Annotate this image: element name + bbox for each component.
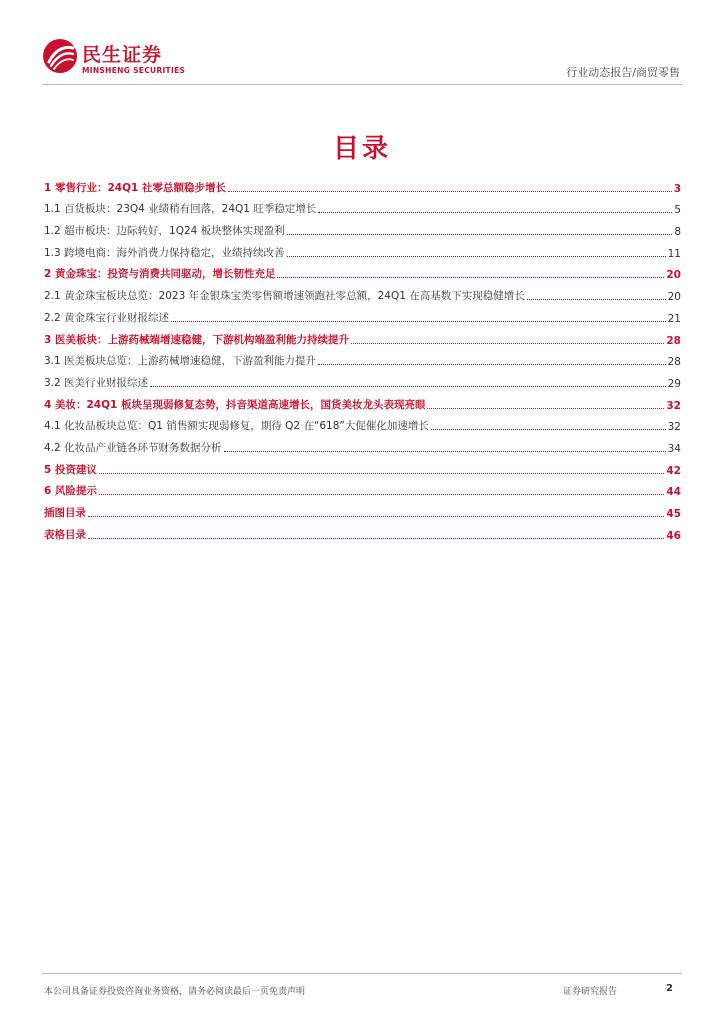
toc-entry[interactable] [44, 173, 681, 195]
toc-entry-text: 3.2 医美行业财报综述 [44, 376, 149, 389]
toc-entry-page: 28 [667, 356, 681, 369]
toc-entry[interactable] [44, 477, 681, 499]
toc-dot-leader [351, 343, 664, 344]
toc-dot-leader [287, 234, 673, 235]
logo-chinese-name: 民生证券 [82, 44, 163, 66]
toc-entry-page: 42 [666, 464, 681, 477]
toc-entry-text: 2.1 黄金珠宝板块总览：2023 年金银珠宝类零售额增速领跑社零总额，24Q1 在高基数下实现稳健增长 [44, 290, 525, 303]
toc-entry-text: 1.3 跨境电商：海外消费力保持稳定，业绩持续改善 [44, 246, 285, 259]
toc-entry-page: 11 [667, 247, 681, 260]
toc-entry-page: 8 [674, 226, 681, 239]
toc-dot-leader [228, 191, 672, 192]
toc-dot-leader [224, 451, 666, 452]
toc-dot-leader [318, 212, 672, 213]
toc-entry-text: 2 黄金珠宝：投资与消费共同驱动，增长韧性充足 [44, 268, 276, 281]
page-header [42, 38, 682, 84]
toc-entry[interactable] [44, 368, 681, 390]
toc-dot-leader [287, 256, 666, 257]
toc-entry[interactable] [44, 412, 681, 434]
toc-dot-leader [99, 473, 664, 474]
toc-dot-leader [150, 386, 666, 387]
toc-entry-page: 45 [666, 508, 681, 520]
toc-dot-leader [431, 429, 666, 430]
toc-entry-text: 1 零售行业：24Q1 社零总额稳步增长 [44, 181, 226, 194]
minsheng-logo-icon [42, 38, 78, 74]
toc-dot-leader [277, 277, 664, 278]
toc-entry-page: 21 [667, 312, 681, 325]
toc-entry[interactable] [44, 281, 681, 303]
toc-entry[interactable] [44, 520, 681, 542]
toc-entry[interactable] [44, 260, 681, 282]
header-divider [42, 84, 682, 85]
toc-entry-text: 4.1 化妆品板块总览：Q1 销售额实现弱修复，期待 Q2 在“618”大促催化加速增长 [44, 420, 429, 433]
toc-entry[interactable] [44, 498, 681, 520]
toc-entry-text: 4.2 化妆品产业链各环节财务数据分析 [44, 441, 222, 454]
toc-entry-page: 28 [666, 334, 681, 347]
report-type-label: 行业动态报告/商贸零售 [566, 66, 680, 79]
toc-entry-text: 表格目录 [44, 528, 86, 541]
toc-entry[interactable] [44, 347, 681, 369]
page-number: 2 [666, 983, 673, 994]
toc-entry-page: 20 [666, 269, 681, 282]
toc-entry[interactable] [44, 238, 681, 260]
toc-dot-leader [318, 364, 666, 365]
toc-entry-page: 20 [667, 291, 681, 304]
toc-dot-leader [171, 321, 666, 322]
toc-dot-leader [527, 299, 666, 300]
toc-entry[interactable] [44, 455, 681, 477]
logo-english-name: MINSHENG SECURITIES [82, 66, 186, 75]
footer-disclaimer: 本公司具备证券投资咨询业务资格，请务必阅读最后一页免责声明 [44, 987, 306, 997]
table-of-contents [44, 173, 681, 542]
toc-entry-text: 5 投资建议 [44, 463, 97, 476]
toc-entry[interactable] [44, 390, 681, 412]
toc-entry-page: 32 [666, 399, 681, 412]
toc-entry-text: 2.2 黄金珠宝行业财报综述 [44, 311, 170, 324]
toc-entry-page: 46 [666, 529, 681, 542]
footer-report-label: 证券研究报告 [563, 987, 618, 997]
toc-entry-text: 3 医美板块：上游药械端增速稳健，下游机构端盈利能力持续提升 [44, 333, 349, 346]
toc-entry-text: 6 风险提示 [44, 485, 97, 498]
toc-entry[interactable] [44, 216, 681, 238]
toc-entry[interactable] [44, 195, 681, 217]
toc-entry-text: 插图目录 [44, 507, 86, 519]
toc-dot-leader [88, 538, 664, 539]
toc-entry-page: 32 [667, 421, 681, 434]
toc-entry-text: 3.1 医美板块总览：上游药械增速稳健，下游盈利能力提升 [44, 355, 317, 368]
toc-entry[interactable] [44, 325, 681, 347]
toc-entry[interactable] [44, 303, 681, 325]
toc-entry-text: 4 美妆：24Q1 板块呈现弱修复态势，抖音渠道高速增长，国货美妆龙头表现亮眼 [44, 398, 426, 411]
footer-divider [42, 973, 682, 974]
toc-entry-page: 44 [666, 486, 681, 499]
toc-dot-leader [88, 516, 664, 517]
toc-entry-page: 29 [667, 377, 681, 390]
toc-entry[interactable] [44, 433, 681, 455]
toc-entry-page: 34 [667, 442, 681, 455]
toc-dot-leader [99, 494, 664, 495]
toc-entry-text: 1.1 百货板块：23Q4 业绩稍有回落，24Q1 旺季稳定增长 [44, 203, 317, 216]
toc-title: 目录 [332, 134, 391, 164]
toc-entry-text: 1.2 超市板块：边际转好，1Q24 板块整体实现盈利 [44, 225, 285, 238]
toc-entry-page: 5 [674, 204, 681, 217]
toc-dot-leader [427, 408, 664, 409]
toc-entry-page: 3 [673, 182, 681, 195]
